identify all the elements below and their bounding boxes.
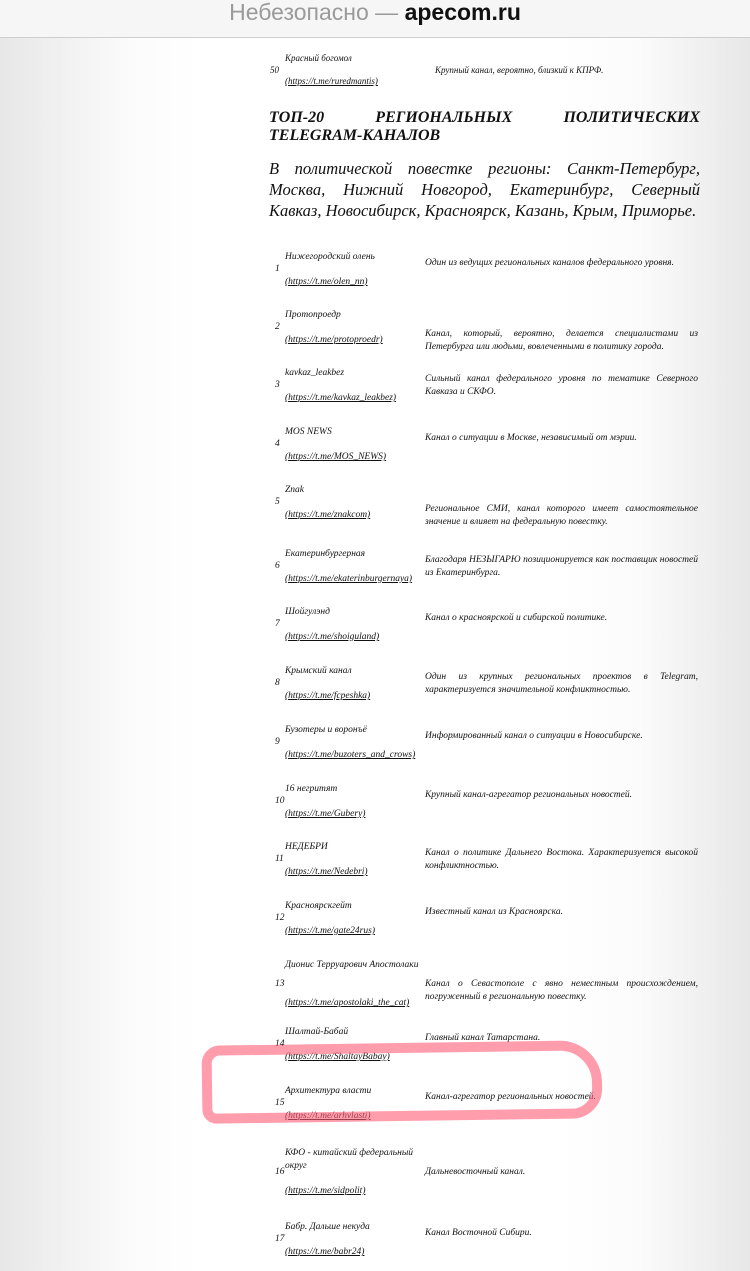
- row-number: 12: [275, 913, 285, 923]
- channel-name: Екатеринбургерная: [285, 549, 366, 559]
- row-number: 50: [270, 65, 279, 75]
- channel-name: Бузотеры и воронъё: [285, 725, 367, 735]
- channel-name: Znak: [285, 485, 304, 495]
- channel-description: Крупный канал-агрегатор региональных новостей.: [425, 790, 632, 800]
- channel-name: Крымский канал: [285, 666, 352, 676]
- row-number: 15: [275, 1098, 285, 1108]
- page-content: [0, 38, 750, 1271]
- channel-link[interactable]: (https://t.me/gate24rus): [285, 926, 375, 936]
- row-number: 4: [275, 439, 280, 449]
- channel-description: Один из ведущих региональных каналов федерального уровня.: [425, 258, 674, 268]
- channel-description: Известный канал из Красноярска.: [425, 907, 563, 917]
- channel-description: Канал о ситуации в Москве, независимый от мэрии.: [425, 433, 637, 443]
- channel-link[interactable]: (https://t.me/Gubery): [285, 809, 366, 819]
- channel-description: Канал Восточной Сибири.: [425, 1228, 532, 1238]
- channel-name: kavkaz_leakbez: [285, 368, 345, 378]
- channel-link[interactable]: (https://t.me/kavkaz_leakbez): [285, 393, 397, 403]
- channel-name: Дионис Терруарович Апостолаки: [285, 960, 419, 970]
- channel-link[interactable]: (https://t.me/shoiguland): [285, 632, 380, 642]
- section-intro: В политической повестке регионы: Санкт-Петербург, Москва, Нижний Новгород, Екатеринбург, Северный Кавказ, Новосибирск, Красноярск, Казань, Крым, Приморье.: [269, 159, 700, 220]
- channel-description: Канал о красноярской и сибирской политике.: [425, 613, 608, 623]
- channel-link[interactable]: (https://t.me/arhvlasti): [285, 1111, 371, 1121]
- channel-name: Протопроедр: [285, 310, 341, 320]
- section-title: ТОП-20 РЕГИОНАЛЬНЫХ ПОЛИТИЧЕСКИХ TELEGRAM-КАНАЛОВ: [269, 109, 700, 144]
- url-text[interactable]: [0, 0, 750, 28]
- row-number: 2: [275, 322, 280, 332]
- channel-description: Канал о Севастополе с явно неместным происхождением, погруженный в региональную повестку.: [425, 979, 698, 1002]
- row-number: 11: [275, 854, 284, 864]
- channel-link[interactable]: (https://t.me/olen_nn): [285, 277, 368, 287]
- channel-name: Архитектура власти: [285, 1086, 372, 1096]
- row-number: 10: [275, 796, 285, 806]
- channel-name: Шойгулэнд: [285, 607, 330, 617]
- row-number: 13: [275, 979, 285, 989]
- channel-name: Бабр. Дальше некуда: [285, 1222, 370, 1232]
- channel-link[interactable]: (https://t.me/apostolaki_the_cat): [285, 998, 410, 1008]
- row-number: 7: [275, 619, 280, 629]
- address-bar[interactable]: [0, 0, 750, 38]
- channel-description: Крупный канал, вероятно, близкий к КПРФ.: [435, 65, 604, 75]
- channel-link[interactable]: (https://t.me/MOS_NEWS): [285, 452, 387, 462]
- channel-name: НЕДЕБРИ: [285, 842, 328, 852]
- channel-description: Канал о политике Дальнего Востока. Характеризуется высокой конфликтностью.: [425, 848, 698, 871]
- channel-link[interactable]: (https://t.me/fcpeshka): [285, 691, 371, 701]
- row-number: 1: [275, 264, 280, 274]
- channel-description: Дальневосточный канал.: [425, 1167, 526, 1177]
- channel-link[interactable]: (https://t.me/buzoters_and_crows): [285, 750, 416, 760]
- channel-description: Канал, который, вероятно, делается специалистами из Петербурга или людьми, вовлеченными в политику города.: [425, 329, 698, 352]
- channel-name: Красный богомол: [285, 53, 352, 63]
- row-number: 8: [275, 678, 280, 688]
- channel-description: Главный канал Татарстана.: [425, 1033, 541, 1043]
- row-number: 6: [275, 561, 280, 571]
- channel-link[interactable]: (https://t.me/ekaterinburgernaya): [285, 574, 413, 584]
- channel-description: Один из крупных региональных проектов в Telegram, характеризуется значительной конфликтностью.: [425, 672, 698, 695]
- channel-link[interactable]: (https://t.me/ShaltayBabay): [285, 1052, 390, 1062]
- channel-link[interactable]: (https://t.me/Nedebri): [285, 867, 368, 877]
- highlight-marker: [201, 1040, 602, 1124]
- row-number: 16: [275, 1167, 285, 1177]
- row-number: 17: [275, 1234, 285, 1244]
- channel-link[interactable]: (https://t.me/znakcom): [285, 510, 371, 520]
- channel-name: 16 негритят: [285, 784, 338, 794]
- channel-description: Информированный канал о ситуации в Новосибирске.: [425, 731, 643, 741]
- insecure-label: Небезопасно —: [229, 0, 399, 25]
- channel-link[interactable]: (https://t.me/sidpolit): [285, 1186, 366, 1196]
- channel-link[interactable]: (https://t.me/babr24): [285, 1247, 365, 1257]
- channel-name: Нижегородский олень: [285, 252, 375, 262]
- channel-name: MOS NEWS: [285, 427, 332, 437]
- row-number: 5: [275, 497, 280, 507]
- row-number: 14: [275, 1039, 285, 1049]
- row-number: 9: [275, 737, 280, 747]
- channel-description: Сильный канал федерального уровня по тематике Северного Кавказа и СКФО.: [425, 374, 698, 397]
- channel-link[interactable]: (https://t.me/protoproedr): [285, 335, 383, 345]
- url-host: apecom.ru: [404, 0, 521, 25]
- channel-link[interactable]: (https://t.me/ruredmantis): [285, 76, 378, 86]
- channel-name: КФО - китайский федеральный округ: [285, 1148, 414, 1171]
- channel-description: Канал-агрегатор региональных новостей.: [425, 1092, 596, 1102]
- channel-description: Благодаря НЕЗЫГАРЮ позиционируется как поставщик новостей из Екатеринбурга.: [425, 555, 698, 578]
- channel-name: Шалтай-Бабай: [285, 1027, 349, 1037]
- channel-description: Региональное СМИ, канал которого имеет самостоятельное значение и влияет на федеральную повестку.: [425, 504, 698, 527]
- channel-name: Красноярскгейт: [285, 901, 352, 911]
- row-number: 3: [275, 380, 280, 390]
